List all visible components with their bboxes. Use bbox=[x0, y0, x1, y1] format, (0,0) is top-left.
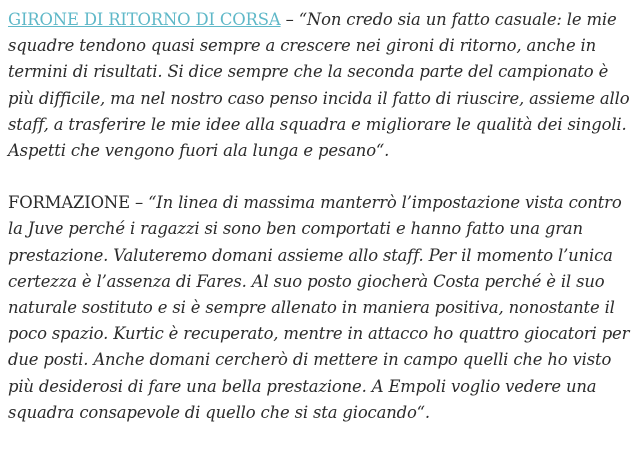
paragraph-girone-di-ritorno bbox=[8, 7, 632, 164]
paragraph-formazione bbox=[8, 190, 632, 426]
quote-text: “In linea di massima manterrò l’impostazione vista contro la Juve perché i ragazzi si sono ben comportati e hanno fatto una gran prestazione. Valuteremo domani assieme allo staff. Per il momento l’unica certezza è l’assenza di Fares. Al suo posto giocherà Costa perché è il suo naturale sostituto e si è sempre allenato in maniera positiva, nonostante il poco spazio. Kurtic è recuperato, mentre in attacco ho quattro giocatori per due posti. Anche domani cercherò di mettere in campo quelli che ho visto più desiderosi di fare una bella prestazione. A Empoli voglio vedere una squadra consapevole di quello che si sta giocando“. bbox=[8, 193, 630, 422]
heading-dash: – bbox=[129, 193, 149, 213]
formazione-heading: FORMAZIONE bbox=[8, 193, 130, 213]
quote-text: “Non credo sia un fatto casuale: le mie squadre tendono quasi sempre a crescere nei gironi di ritorno, anche in termini di risultati. Si dice sempre che la seconda parte del campionato è più difficile, ma nel nostro caso penso incida il fatto di riuscire, assieme allo staff, a trasferire le mie idee alla squadra e migliorare le qualità dei singoli. Aspetti che vengono fuori ala lunga e pesano“. bbox=[8, 10, 630, 161]
heading-dash: – bbox=[280, 10, 299, 29]
article-body bbox=[8, 7, 632, 426]
girone-di-ritorno-link[interactable]: GIRONE DI RITORNO DI CORSA bbox=[8, 10, 281, 29]
